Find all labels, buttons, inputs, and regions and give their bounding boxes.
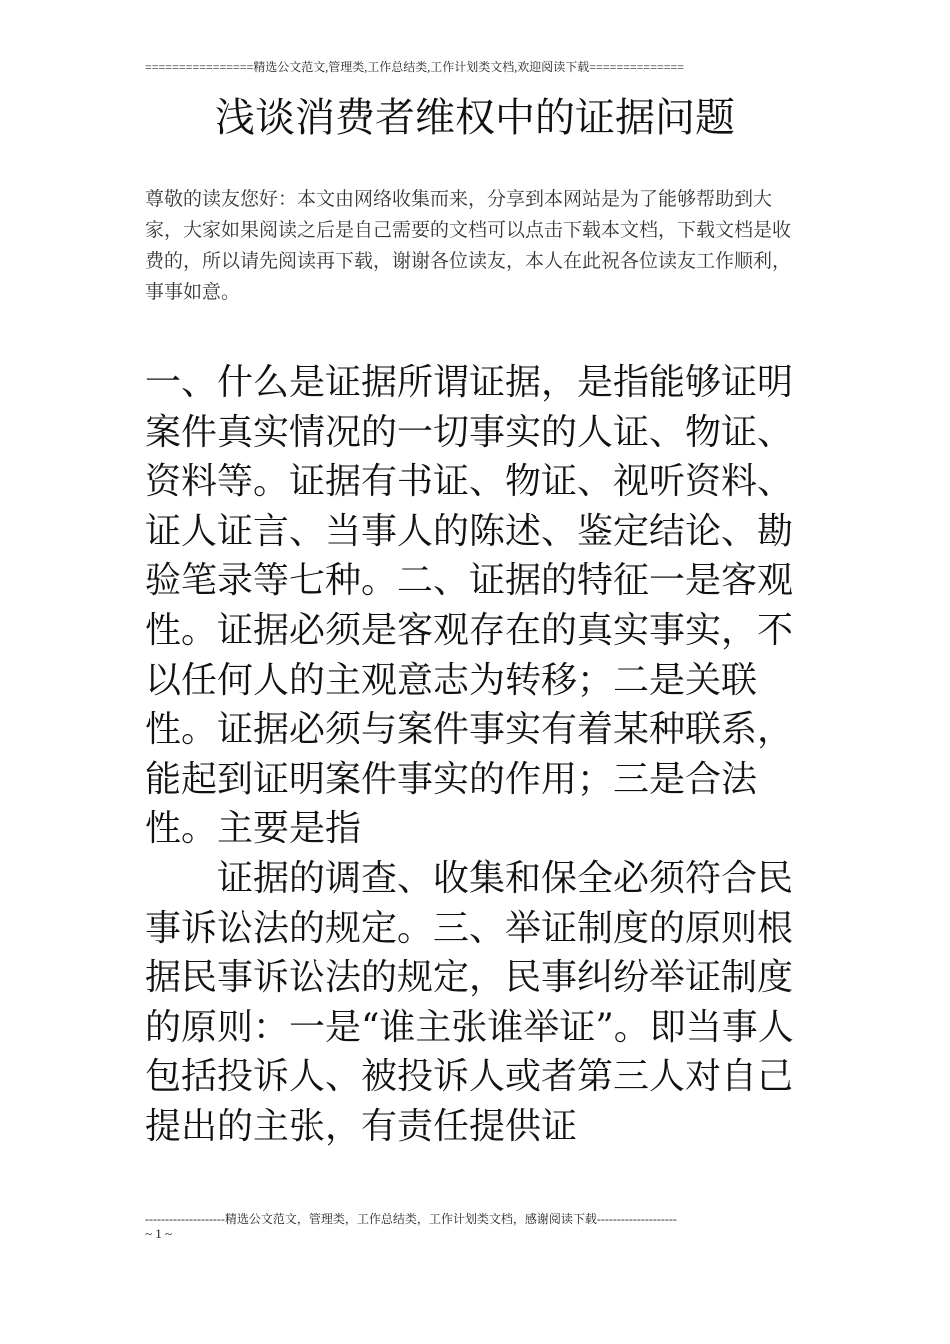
page-footer-banner: --------------------精选公文范文，管理类，工作总结类，工作计划类文档，感谢阅读下载--------------------: [145, 1212, 677, 1226]
document-body: [145, 358, 800, 1152]
document-title: 浅谈消费者维权中的证据问题: [215, 95, 735, 141]
reader-notice: 尊敬的读友您好：本文由网络收集而来，分享到本网站是为了能够帮助到大家，大家如果阅读之后是自己需要的文档可以点击下载本文档，下载文档是收费的，所以请先阅读再下载，谢谢各位读友，本人在此祝各位读友工作顺利，事事如意。: [145, 188, 792, 303]
body-paragraph-1: 一、什么是证据所谓证据，是指能够证明案件真实情况的一切事实的人证、物证、资料等。证据有书证、物证、视听资料、证人证言、当事人的陈述、鉴定结论、勘验笔录等七种。二、证据的特征一是客观性。证据必须是客观存在的真实事实，不以任何人的主观意志为转移；二是关联性。证据必须与案件事实有着某种联系，能起到证明案件事实的作用；三是合法性。主要是指: [145, 362, 794, 850]
page-number: ~ 1 ~: [145, 1226, 173, 1241]
body-paragraph-2: 证据的调查、收集和保全必须符合民事诉讼法的规定。三、举证制度的原则根据民事诉讼法的规定，民事纠纷举证制度的原则：一是“谁主张谁举证”。即当事人包括投诉人、被投诉人或者第三人对自己提出的主张，有责任提供证: [145, 857, 794, 1147]
page-header-banner: ================精选公文范文,管理类,工作总结类,工作计划类文档,欢迎阅读下载==============: [145, 60, 685, 74]
